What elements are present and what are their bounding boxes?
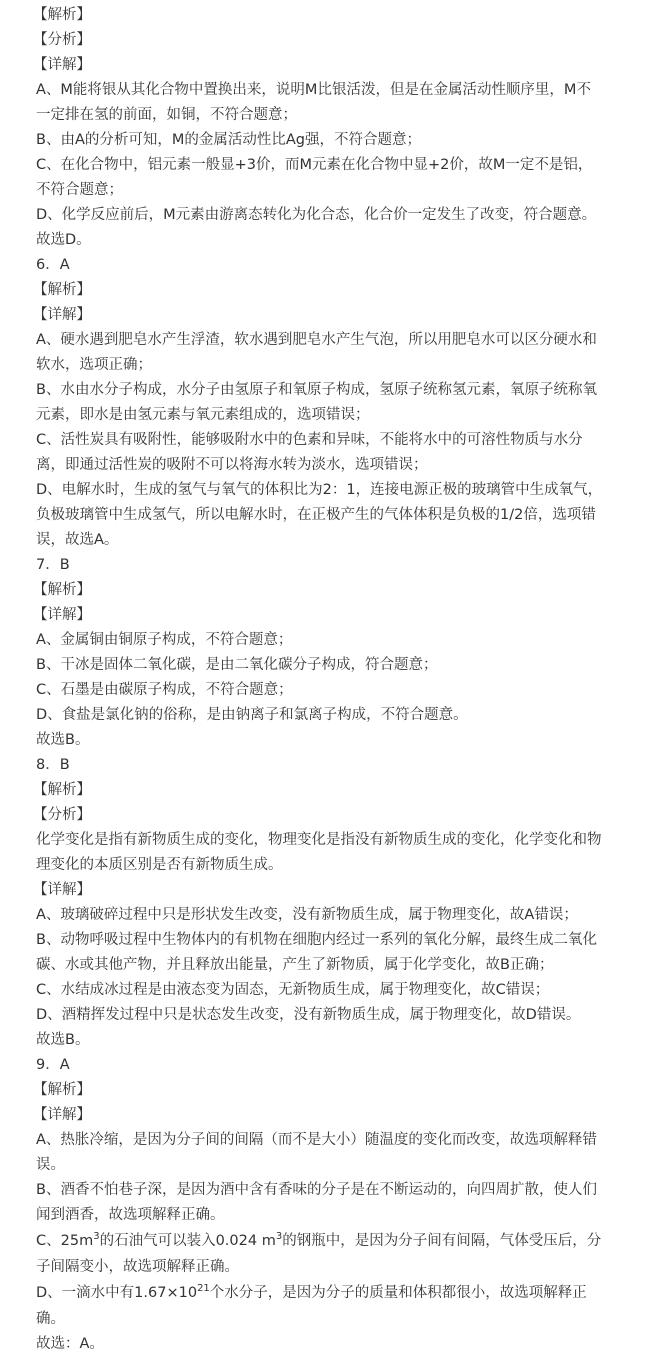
explanation-line-with-superscript xyxy=(36,1280,656,1307)
explanation-line: A、金属铜由铜原子构成，不符合题意； xyxy=(36,632,293,648)
explanation-line: 误，故选A。 xyxy=(36,532,119,548)
text-segment: C、25m xyxy=(36,1233,94,1249)
explanation-line: D、酒精挥发过程中只是状态发生改变，没有新物质生成，属于物理变化，故D错误。 xyxy=(36,1007,581,1023)
explanation-line: A、玻璃破碎过程中只是形状发生改变，没有新物质生成，属于物理变化，故A错误； xyxy=(36,907,578,923)
question-answer-number: 6．A xyxy=(36,257,70,273)
section-tag: 【解析】 xyxy=(33,7,91,23)
explanation-line: 故选D。 xyxy=(36,232,91,248)
explanation-line: 故选：A。 xyxy=(36,1336,104,1352)
explanation-line: D、电解水时，生成的氢气与氧气的体积比为2：1，连接电源正极的玻璃管中生成氧气， xyxy=(36,482,603,498)
explanation-line: 碳、水或其他产物，并且释放出能量，产生了新物质，属于化学变化，故B正确； xyxy=(36,957,554,973)
explanation-line: C、水结成冰过程是由液态变为固态，无新物质生成，属于物理变化，故C错误； xyxy=(36,982,550,998)
text-segment: 的石油气可以装入0.024 m xyxy=(99,1233,276,1249)
explanation-line: 离，即通过活性炭的吸附不可以将海水转为淡水，选项错误； xyxy=(36,457,428,473)
explanation-line: 理变化的本质区别是否有新物质生成。 xyxy=(36,857,283,873)
section-tag: 【解析】 xyxy=(33,1082,91,1098)
explanation-line: B、干冰是固体二氧化碳，是由二氧化碳分子构成，符合题意； xyxy=(36,657,438,673)
text-segment: 个水分子，是因为分子的质量和体积都很小，故选项解释正 xyxy=(209,1285,587,1301)
section-tag: 【详解】 xyxy=(33,607,91,623)
explanation-line: 元素，即水是由氢元素与氧元素组成的，选项错误； xyxy=(36,407,370,423)
explanation-line: D、化学反应前后，M元素由游离态转化为化合态，化合价一定发生了改变，符合题意。 xyxy=(36,207,597,223)
section-tag: 【详解】 xyxy=(33,882,91,898)
explanation-line: A、热胀冷缩，是因为分子间的间隔（而不是大小）随温度的变化而改变，故选项解释错 xyxy=(36,1132,597,1148)
explanation-line: C、石墨是由碳原子构成，不符合题意； xyxy=(36,682,293,698)
section-tag: 【解析】 xyxy=(33,282,91,298)
explanation-line: C、在化合物中，铝元素一般显+3价，而M元素在化合物中显+2价，故M一定不是铝， xyxy=(36,157,593,173)
explanation-line: 不符合题意； xyxy=(36,182,123,198)
explanation-line: B、动物呼吸过程中生物体内的有机物在细胞内经过一系列的氧化分解，最终生成二氧化 xyxy=(36,932,597,948)
explanation-line: 化学变化是指有新物质生成的变化，物理变化是指没有新物质生成的变化，化学变化和物 xyxy=(36,832,602,848)
superscript-exponent: 3 xyxy=(275,1231,283,1242)
text-segment: D、一滴水中有1.67×10 xyxy=(36,1285,198,1301)
section-tag: 【详解】 xyxy=(33,1107,91,1123)
question-answer-number: 9．A xyxy=(36,1057,70,1073)
explanation-line: D、食盐是氯化钠的俗称，是由钠离子和氯离子构成，不符合题意。 xyxy=(36,707,468,723)
question-answer-number: 8．B xyxy=(36,757,70,773)
section-tag: 【详解】 xyxy=(33,57,91,73)
explanation-line: 一定排在氢的前面，如铜，不符合题意； xyxy=(36,107,297,123)
section-tag: 【解析】 xyxy=(33,782,91,798)
section-tag: 【详解】 xyxy=(33,307,91,323)
explanation-line: 闻到酒香，故选项解释正确。 xyxy=(36,1207,225,1223)
explanation-line: 子间隔变小，故选项解释正确。 xyxy=(36,1259,239,1275)
superscript-exponent: 21 xyxy=(197,1283,210,1294)
text-segment: 的钢瓶中，是因为分子间有间隔，气体受压后，分 xyxy=(282,1233,602,1249)
explanation-line: 负极玻璃管中生成氢气，所以电解水时，在正极产生的气体体积是负极的1/2倍，选项错 xyxy=(36,507,596,523)
explanation-line-with-superscript xyxy=(36,1228,656,1255)
explanation-line: C、活性炭具有吸附性，能够吸附水中的色素和异味，不能将水中的可溶性物质与水分 xyxy=(36,432,583,448)
explanation-line: B、酒香不怕巷子深，是因为酒中含有香味的分子是在不断运动的，向四周扩散，使人们 xyxy=(36,1182,597,1198)
explanation-line: B、由A的分析可知，M的金属活动性比Ag强，不符合题意； xyxy=(36,132,421,148)
explanation-line: 故选B。 xyxy=(36,732,90,748)
section-tag: 【分析】 xyxy=(33,32,91,48)
superscript-exponent: 3 xyxy=(93,1231,100,1242)
section-tag: 【解析】 xyxy=(33,582,91,598)
explanation-line: 故选B。 xyxy=(36,1032,90,1048)
question-answer-number: 7．B xyxy=(36,557,70,573)
explanation-line: A、M能将银从其化合物中置换出来，说明M比银活泼，但是在金属活动性顺序里，M不 xyxy=(36,82,591,98)
explanation-line: 误。 xyxy=(36,1157,65,1173)
explanation-line: A、硬水遇到肥皂水产生浮渣，软水遇到肥皂水产生气泡，所以用肥皂水可以区分硬水和 xyxy=(36,332,597,348)
section-tag: 【分析】 xyxy=(33,807,91,823)
explanation-line: 确。 xyxy=(36,1311,65,1327)
explanation-line: B、水由水分子构成，水分子由氢原子和氧原子构成，氢原子统称氢元素，氧原子统称氧 xyxy=(36,382,597,398)
explanation-line: 软水，选项正确； xyxy=(36,357,152,373)
